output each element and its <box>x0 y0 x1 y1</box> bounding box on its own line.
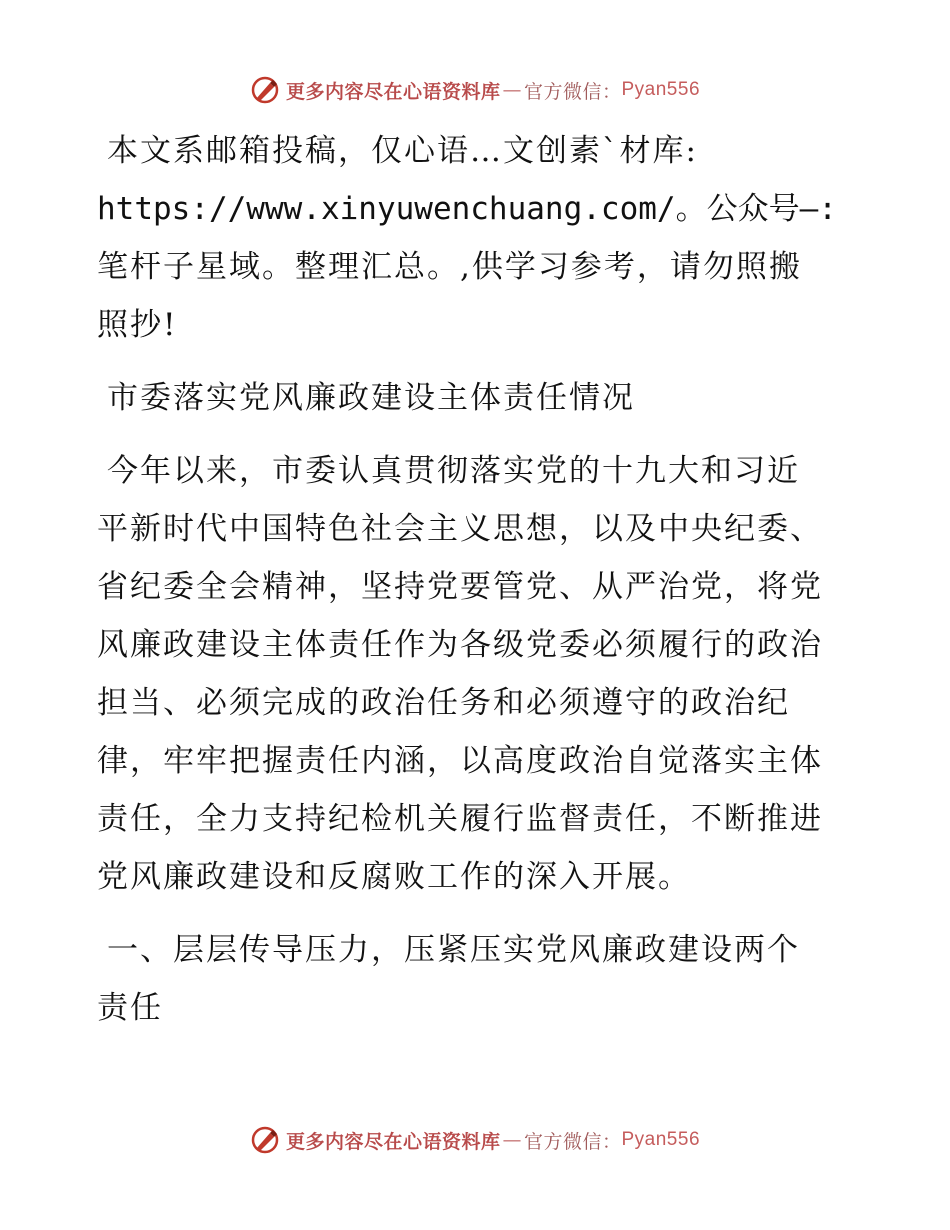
intro-line-3: 笔杆子星域。整理汇总。,供学习参考，请勿照搬 <box>97 249 802 285</box>
header-banner <box>0 72 950 108</box>
banner-dash: — <box>502 79 522 101</box>
banner-text: 更多内容尽在心语资料库 <box>285 1130 501 1153</box>
section-heading-line-1: 一、层层传导压力，压紧压实党风廉政建设两个 <box>107 932 800 968</box>
banner-wechat-label: 官方微信： <box>523 80 622 103</box>
section-heading-line-2: 责任 <box>97 990 163 1026</box>
footer-banner <box>0 1122 950 1158</box>
paragraph-line: 今年以来，市委认真贯彻落实党的十九大和习近 <box>107 453 800 489</box>
section-heading-1 <box>97 921 857 1037</box>
paragraph-line: 平新时代中国特色社会主义思想，以及中央纪委、 <box>97 511 823 547</box>
paragraph-line: 省纪委全会精神，坚持党要管党、从严治党，将党 <box>97 569 823 605</box>
paragraph-1 <box>97 442 857 906</box>
paragraph-line: 担当、必须完成的政治任务和必须遵守的政治纪 <box>97 685 790 721</box>
banner-dash: — <box>502 1129 522 1151</box>
intro-line-1: 本文系邮箱投稿，仅心语…文创素`材库: <box>107 133 698 169</box>
document-body <box>97 122 857 1037</box>
pen-logo-icon <box>250 1125 280 1155</box>
intro-url-line: https://www.xinyuwenchuang.com/。公众号—: <box>97 191 837 227</box>
banner-wechat-id: Pyan556 <box>621 79 701 100</box>
intro-line-4: 照抄! <box>97 307 178 343</box>
banner-wechat-id: Pyan556 <box>621 1129 701 1150</box>
paragraph-line: 风廉政建设主体责任作为各级党委必须履行的政治 <box>97 627 823 663</box>
document-title: 市委落实党风廉政建设主体责任情况 <box>107 380 635 416</box>
paragraph-line: 律，牢牢把握责任内涵，以高度政治自觉落实主体 <box>97 743 823 779</box>
pen-logo-icon <box>250 75 280 105</box>
paragraph-line: 责任，全力支持纪检机关履行监督责任，不断推进 <box>97 801 823 837</box>
banner-text: 更多内容尽在心语资料库 <box>285 80 501 103</box>
banner-wechat-label: 官方微信： <box>523 1130 622 1153</box>
paragraph-line: 党风廉政建设和反腐败工作的深入开展。 <box>97 859 691 895</box>
